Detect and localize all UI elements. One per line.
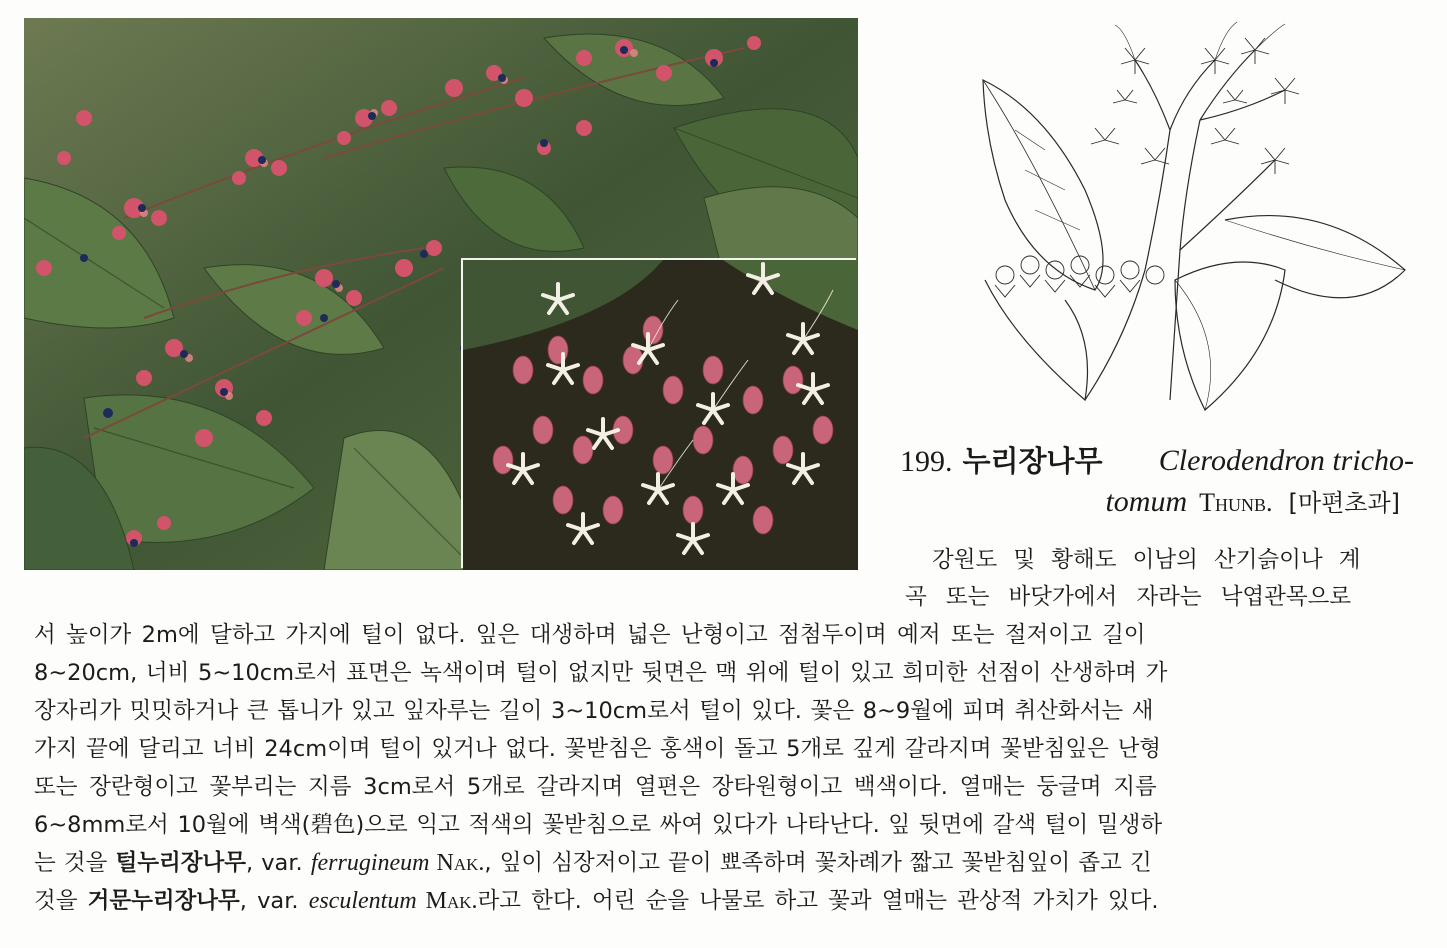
author-nak: Nak. bbox=[429, 850, 485, 876]
variety-name-ferrugineum: 털누리장나무 bbox=[115, 850, 246, 876]
korean-name: 누리장나무 bbox=[962, 444, 1103, 478]
body-line-9-text-c: , var. bbox=[245, 850, 311, 876]
variety-epithet-ferrugineum: ferrugineum bbox=[310, 850, 430, 876]
body-line-10-text-f: 라고 한다. 어린 순을 나물로 하고 꽃과 열매는 관상적 가치가 있다. bbox=[477, 888, 1159, 914]
scientific-name-part1: Clerodendron tricho- bbox=[1158, 444, 1414, 477]
entry-number: 199. bbox=[900, 445, 953, 478]
body-line-3: 서 높이가 2m에 달하고 가지에 털이 없다. 잎은 대생하며 넓은 난형이고 점첨두이며 예저 또는 절저이고 길이 bbox=[34, 622, 1146, 648]
botanical-line-drawing bbox=[975, 20, 1430, 420]
body-line-6: 가지 끝에 달리고 너비 24cm이며 털이 있거나 없다. 꽃받침은 홍색이 돌고 5개로 깊게 갈라지며 꽃받침잎은 난형 bbox=[34, 736, 1162, 762]
body-line-5: 장자리가 밋밋하거나 큰 톱니가 있고 잎자루는 길이 3~10cm로서 털이 있다. 꽃은 8~9월에 피며 취산화서는 새 bbox=[34, 698, 1154, 724]
body-line-9-text-a: 는 것을 bbox=[34, 850, 116, 876]
family-name: [마편초과] bbox=[1288, 489, 1400, 517]
clerodendrum-flower-closeup-photo bbox=[463, 260, 858, 570]
body-line-1: 강원도 및 황해도 이남의 산기슭이나 계 bbox=[932, 547, 1361, 573]
body-line-7: 또는 장란형이고 꽃부리는 지름 3cm로서 5개로 갈라지며 열편은 장타원형이고 백색이다. 열매는 둥글며 지름 bbox=[34, 774, 1157, 800]
scientific-name-part2: tomum bbox=[1105, 485, 1188, 518]
variety-name-esculentum: 거문누리장나무 bbox=[87, 888, 240, 914]
body-line-10 bbox=[34, 886, 1159, 916]
body-line-2: 곡 또는 바닷가에서 자라는 낙엽관목으로 bbox=[905, 584, 1352, 610]
body-line-4: 8~20cm, 너비 5~10cm로서 표면은 녹색이며 털이 없지만 뒷면은 맥 위에 털이 있고 희미한 선점이 산생하며 가 bbox=[34, 660, 1168, 686]
author-citation: Thunb. bbox=[1199, 488, 1273, 517]
author-mak: Mak. bbox=[416, 888, 478, 914]
body-line-8: 6~8mm로서 10월에 벽색(碧色)으로 익고 적색의 꽃받침으로 싸여 있다가 나타난다. 잎 뒷면에 갈색 털이 밀생하 bbox=[34, 812, 1163, 838]
body-line-10-text-a: 것을 bbox=[34, 888, 88, 914]
species-heading-continued bbox=[900, 482, 1400, 522]
species-heading bbox=[900, 440, 1420, 482]
body-line-10-text-c: , var. bbox=[239, 888, 309, 914]
body-line-9 bbox=[34, 848, 1152, 878]
body-line-9-text-f: , 잎이 심장저이고 끝이 뾰족하며 꽃차례가 짧고 꽃받침잎이 좁고 긴 bbox=[484, 850, 1152, 876]
variety-epithet-esculentum: esculentum bbox=[308, 888, 417, 914]
